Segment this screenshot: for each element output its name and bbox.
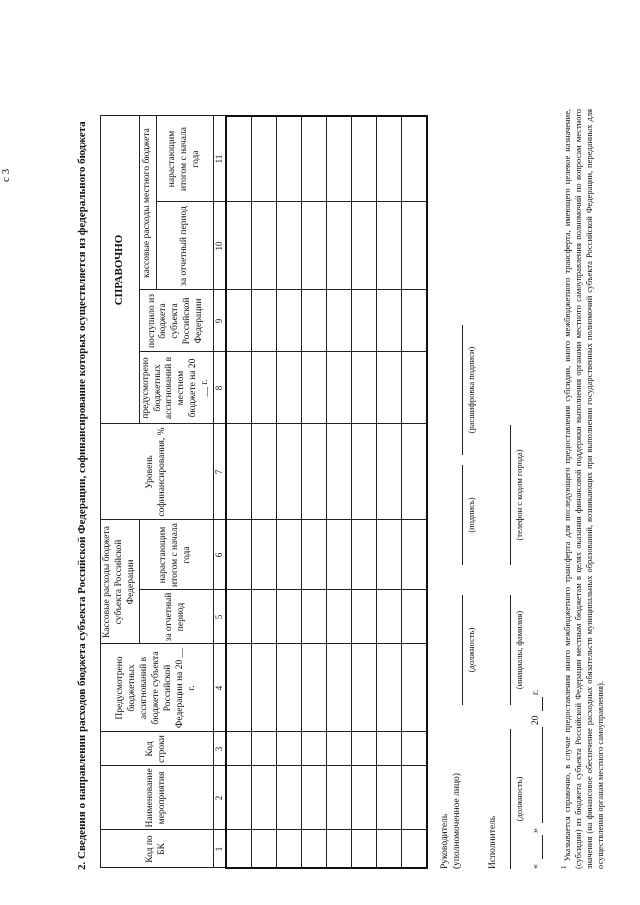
table-cell[interactable]	[302, 520, 327, 590]
executor-position-caption: (должность)	[514, 776, 524, 822]
table-cell[interactable]	[252, 644, 277, 732]
table-cell[interactable]	[327, 766, 352, 830]
column-number: 10	[213, 202, 226, 290]
table-data-body	[226, 116, 427, 868]
table-cell[interactable]	[226, 352, 252, 424]
head-decode-caption: (расшифровка подписи)	[466, 346, 476, 434]
page-number: с 3	[0, 168, 12, 182]
header-name: Наименование мероприятия	[101, 766, 214, 830]
head-sublabel: (уполномоченное лицо)	[452, 773, 462, 869]
table-cell[interactable]	[377, 116, 402, 202]
table-cell[interactable]	[226, 424, 252, 520]
column-number: 1	[213, 830, 226, 868]
header-cash-cumulative: нарастающим итогом с начала года	[139, 520, 213, 590]
header-local-planned: предусмотрено бюджетных ассигнований в местном бюджете на 20 __ г.	[139, 352, 213, 424]
table-cell[interactable]	[252, 766, 277, 830]
table-cell[interactable]	[402, 202, 428, 290]
table-cell[interactable]	[402, 116, 428, 202]
table-cell[interactable]	[226, 766, 252, 830]
column-number: 7	[213, 424, 226, 520]
table-cell[interactable]	[327, 116, 352, 202]
header-code-bk: Код по БК	[101, 830, 214, 868]
header-cash-group: Кассовые расходы бюджета субъекта Российской Федерации	[101, 520, 140, 644]
executor-initials-line[interactable]	[510, 595, 511, 705]
table-row	[402, 116, 428, 868]
date-year: 20	[531, 715, 541, 725]
table-cell[interactable]	[402, 520, 428, 590]
table-row	[327, 116, 352, 868]
head-signature-line[interactable]	[462, 465, 463, 565]
table-cell[interactable]	[277, 590, 302, 644]
column-number: 5	[213, 590, 226, 644]
table-cell[interactable]	[352, 766, 377, 830]
table-cell[interactable]	[377, 830, 402, 868]
table-cell[interactable]	[277, 520, 302, 590]
table-cell[interactable]	[352, 202, 377, 290]
column-number: 4	[213, 644, 226, 732]
table-cell[interactable]	[377, 644, 402, 732]
table-cell[interactable]	[226, 644, 252, 732]
table-cell[interactable]	[377, 290, 402, 352]
table-cell[interactable]	[352, 590, 377, 644]
table-cell[interactable]	[252, 290, 277, 352]
table-cell[interactable]	[402, 644, 428, 732]
executor-label: Исполнитель	[488, 815, 498, 869]
head-position-caption: (должность)	[466, 627, 476, 673]
table-cell[interactable]	[377, 202, 402, 290]
table-cell[interactable]	[252, 202, 277, 290]
table-cell[interactable]	[252, 424, 277, 520]
table-cell[interactable]	[302, 352, 327, 424]
table-cell[interactable]	[377, 590, 402, 644]
table-cell[interactable]	[352, 732, 377, 766]
table-row	[252, 116, 277, 868]
table-cell[interactable]	[352, 520, 377, 590]
table-cell[interactable]	[352, 352, 377, 424]
header-local-cash-group: кассовые расходы местного бюджета	[139, 116, 156, 290]
table-cell[interactable]	[352, 290, 377, 352]
table-cell[interactable]	[302, 424, 327, 520]
table-cell[interactable]	[352, 644, 377, 732]
table-cell[interactable]	[402, 352, 428, 424]
executor-phone-caption: (телефон с кодом города)	[514, 449, 524, 541]
table-cell[interactable]	[377, 352, 402, 424]
table-cell[interactable]	[302, 830, 327, 868]
executor-phone-line[interactable]	[510, 425, 511, 565]
table-row	[302, 116, 327, 868]
head-decode-line[interactable]	[462, 325, 463, 455]
date-day-line[interactable]	[542, 835, 543, 859]
table-cell[interactable]	[327, 732, 352, 766]
head-signature-caption: (подпись)	[466, 497, 476, 533]
table-cell[interactable]	[302, 766, 327, 830]
table-cell[interactable]	[402, 830, 428, 868]
table-cell[interactable]	[252, 520, 277, 590]
table-cell[interactable]	[402, 766, 428, 830]
table-cell[interactable]	[226, 732, 252, 766]
table-cell[interactable]	[252, 116, 277, 202]
table-cell[interactable]	[277, 830, 302, 868]
date-month-line[interactable]	[542, 727, 543, 823]
table-cell[interactable]	[327, 290, 352, 352]
table-row	[226, 116, 252, 868]
column-number: 11	[213, 116, 226, 202]
executor-position-line[interactable]	[510, 729, 511, 869]
table-row	[277, 116, 302, 868]
table-cell[interactable]	[252, 732, 277, 766]
executor-initials-caption: (инициалы, фамилия)	[514, 610, 524, 690]
date-year-line[interactable]	[542, 697, 543, 711]
table-cell[interactable]	[377, 732, 402, 766]
table-cell[interactable]	[402, 424, 428, 520]
table-cell[interactable]	[277, 202, 302, 290]
header-planned: Предусмотрено бюджетных ассигнований в бюджете субъекта Российской Федерации на 20 __ г.	[101, 644, 214, 732]
table-cell[interactable]	[327, 202, 352, 290]
table-cell[interactable]	[377, 766, 402, 830]
table-row	[352, 116, 377, 868]
table-cell[interactable]	[277, 732, 302, 766]
table-cell[interactable]	[226, 590, 252, 644]
head-position-line[interactable]	[462, 595, 463, 705]
column-number: 8	[213, 352, 226, 424]
footnote-marker: 1	[560, 865, 568, 869]
table-cell[interactable]	[327, 830, 352, 868]
header-local-cash-period: за отчетный период	[156, 202, 213, 290]
header-received: поступило из бюджета субъекта Российской Федерации	[139, 290, 213, 352]
column-number-row	[213, 116, 226, 868]
date-suffix: г.	[531, 689, 541, 695]
table-cell[interactable]	[226, 830, 252, 868]
table-cell[interactable]	[352, 830, 377, 868]
table-cell[interactable]	[377, 424, 402, 520]
table-cell[interactable]	[352, 424, 377, 520]
table-cell[interactable]	[277, 644, 302, 732]
table-cell[interactable]	[302, 116, 327, 202]
table-cell[interactable]	[327, 520, 352, 590]
table-cell[interactable]	[302, 732, 327, 766]
table-cell[interactable]	[327, 424, 352, 520]
section-title: 2. Сведения о направлении расходов бюджета субъекта Российской Федерации, софинансирование которых осуществляется из федерального бюджета	[76, 121, 88, 870]
table-row	[377, 116, 402, 868]
report-table	[100, 115, 428, 869]
table-cell[interactable]	[402, 590, 428, 644]
header-row-code: Код строки	[101, 732, 214, 766]
table-cell[interactable]	[302, 202, 327, 290]
table-cell[interactable]	[302, 590, 327, 644]
head-label: Руководитель	[440, 813, 450, 869]
table-cell[interactable]	[327, 590, 352, 644]
table-cell[interactable]	[252, 352, 277, 424]
header-cofinancing: Уровень софинансирования, %	[101, 424, 214, 520]
table-cell[interactable]	[226, 290, 252, 352]
column-number: 3	[213, 732, 226, 766]
table-cell[interactable]	[277, 290, 302, 352]
table-cell[interactable]	[277, 766, 302, 830]
table-cell[interactable]	[226, 202, 252, 290]
table-cell[interactable]	[302, 644, 327, 732]
footnote-text: Указывается справочно, в случае предоставления иного межбюджетного трансферта для последующего предоставления субсидии, иного межбюджетного трансферта, имеющего целевое назначение, (субсидии) из бюджета субъекта Российской Федерации местным бюджетам в целях оказания финансовой поддержки выполнения органами местного самоуправления полномочий по вопросам местного значения (на финансовое обеспечение расходных обязательств муниципальных образований, возникающих при выполнении государственных полномочий субъекта Российской Федерации, переданных для осуществления органам местного самоуправления).	[561, 108, 605, 869]
table-cell[interactable]	[226, 520, 252, 590]
column-number: 2	[213, 766, 226, 830]
header-cash-period: за отчетный период	[139, 590, 213, 644]
footnote	[560, 109, 606, 869]
date-open-quote: «	[531, 864, 541, 869]
header-local-cash-cumulative: нарастающим итогом с начала года	[156, 116, 213, 202]
table-cell[interactable]	[302, 290, 327, 352]
column-number: 9	[213, 290, 226, 352]
table-cell[interactable]	[277, 424, 302, 520]
table-cell[interactable]	[402, 290, 428, 352]
table-cell[interactable]	[226, 116, 252, 202]
table-cell[interactable]	[327, 352, 352, 424]
column-number: 6	[213, 520, 226, 590]
table-cell[interactable]	[352, 116, 377, 202]
table-cell[interactable]	[402, 732, 428, 766]
table-cell[interactable]	[277, 116, 302, 202]
table-cell[interactable]	[277, 352, 302, 424]
header-reference: СПРАВОЧНО	[101, 116, 140, 424]
date-close-quote: »	[531, 828, 541, 833]
table-cell[interactable]	[327, 644, 352, 732]
table-cell[interactable]	[252, 830, 277, 868]
table-cell[interactable]	[252, 590, 277, 644]
table-cell[interactable]	[377, 520, 402, 590]
